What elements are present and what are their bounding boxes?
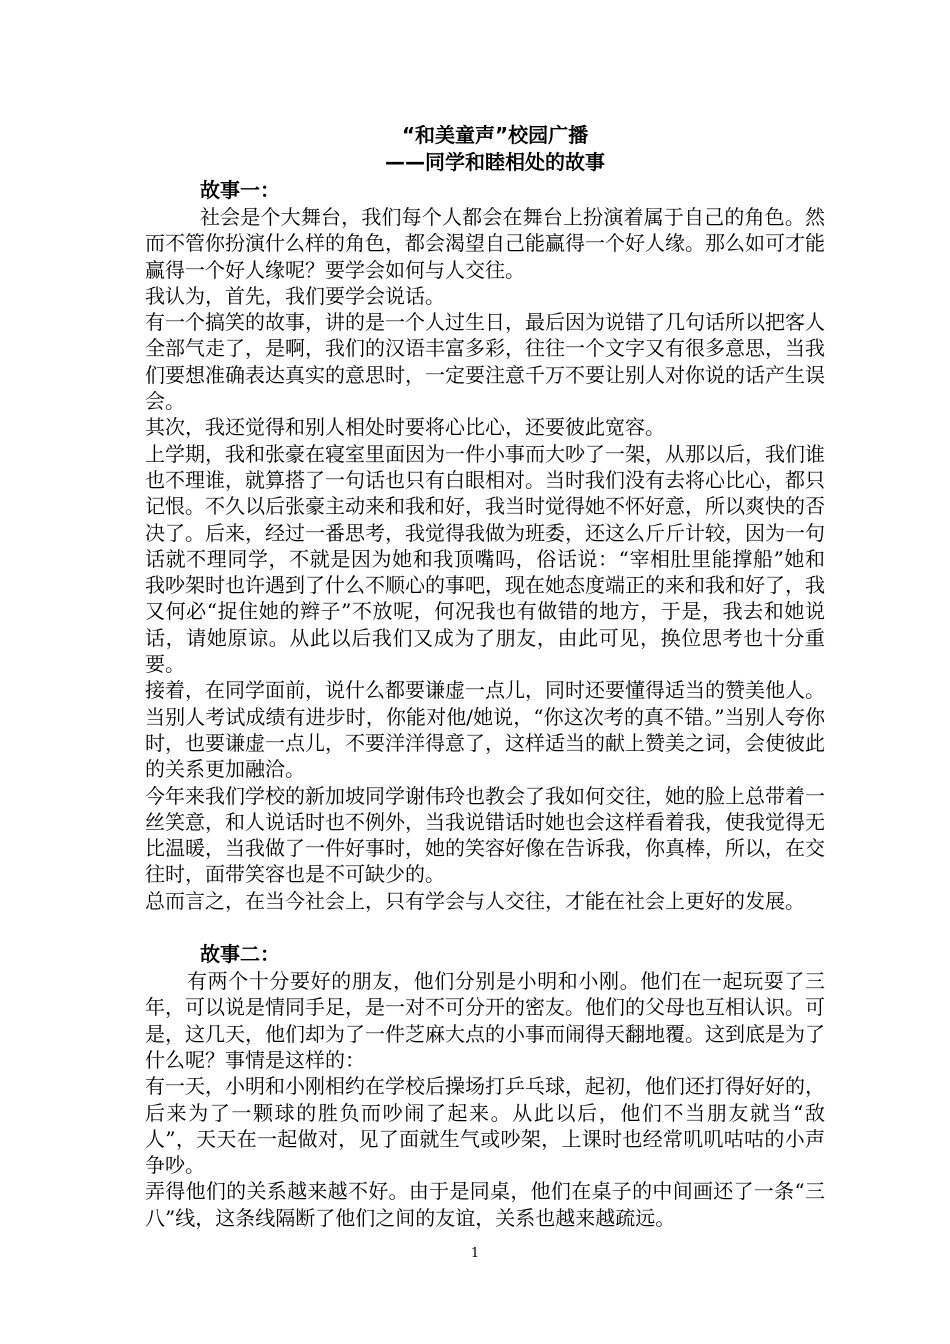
paragraph: 社会是个大舞台，我们每个人都会在舞台上扮演着属于自己的角色。然而不管你扮演什么样的角色，都会渴望自己能赢得一个好人缘。那么如可才能赢得一个好人缘呢？要学会如何与人交往。 <box>145 205 825 282</box>
story1-heading: 故事一： <box>200 178 280 202</box>
document-body <box>145 122 825 1231</box>
paragraph: 有两个十分要好的朋友，他们分别是小明和小刚。他们在一起玩耍了三年，可以说是情同手足，是一对不可分开的密友。他们的父母也互相认识。可是，这几天，他们却为了一件芝麻大点的小事而闹得天翻地覆。这到底是为了什么呢？事情是这样的： <box>145 969 825 1072</box>
paragraph: 其次，我还觉得和别人相处时要将心比心，还要彼此宽容。 <box>145 415 665 440</box>
story2-heading: 故事二： <box>200 942 280 967</box>
paragraph: 有一个搞笑的故事，讲的是一个人过生日，最后因为说错了几句话所以把客人全部气走了，是啊，我们的汉语丰富多彩，往往一个文字又有很多意思，当我们要想准确表达真实的意思时，一定要注意千万不要让别人对你说的话产生误会。 <box>145 310 825 414</box>
paragraph: 有一天，小明和小刚相约在学校后操场打乒乓球，起初，他们还打得好好的，后来为了一颗球的胜负而吵闹了起来。从此以后，他们不当朋友就当“敌人”，天天在一起做对，见了面就生气或吵架，上课时也经常叽叽咕咕的小声争吵。 <box>145 1074 825 1178</box>
document-subtitle: ——同学和睦相处的故事 <box>385 150 605 174</box>
document-title: “和美童声”校园广播 <box>401 123 589 147</box>
paragraph: 上学期，我和张豪在寝室里面因为一件小事而大吵了一架，从那以后，我们谁也不理谁，就算搭了一句话也只有白眼相对。当时我们没有去将心比心，都只记恨。不久以后张豪主动来和我和好，我当时觉得她不怀好意，所以爽快的否决了。后来，经过一番思考，我觉得我做为班委，还这么斤斤计较，因为一句话就不理同学，不就是因为她和我顶嘴吗，俗话说：“宰相肚里能撑船”她和我吵架时也许遇到了什么不顺心的事吧，现在她态度端正的来和我和好了，我又何必“捉住她的辫子”不放呢，何况我也有做错的地方，于是，我去和她说话，请她原谅。从此以后我们又成为了朋友，由此可见，换位思考也十分重要。 <box>145 441 825 677</box>
paragraph: 当别人考试成绩有进步时，你能对他/她说，“你这次考的真不错。”当别人夸你时，也要谦虚一点儿，不要洋洋得意了，这样适当的献上赞美之词，会使彼此的关系更加融洽。 <box>145 704 825 782</box>
paragraph: 接着，在同学面前，说什么都要谦虚一点儿，同时还要懂得适当的赞美他人。 <box>145 678 825 703</box>
paragraph: 我认为，首先，我们要学会说话。 <box>145 283 445 308</box>
paragraph: 今年来我们学校的新加坡同学谢伟玲也教会了我如何交往，她的脸上总带着一丝笑意，和人说话时也不例外，当我说错话时她也会这样看着我，使我觉得无比温暖，当我做了一件好事时，她的笑容好像在告诉我，你真棒，所以，在交往时，面带笑容也是不可缺少的。 <box>145 783 825 887</box>
paragraph: 总而言之，在当今社会上，只有学会与人交往，才能在社会上更好的发展。 <box>145 888 805 913</box>
section-gap <box>145 914 825 940</box>
page-number: 1 <box>470 1246 480 1261</box>
paragraph: 弄得他们的关系越来越不好。由于是同桌，他们在桌子的中间画还了一条“三八”线，这条线隔断了他们之间的友谊，关系也越来越疏远。 <box>145 1179 825 1230</box>
